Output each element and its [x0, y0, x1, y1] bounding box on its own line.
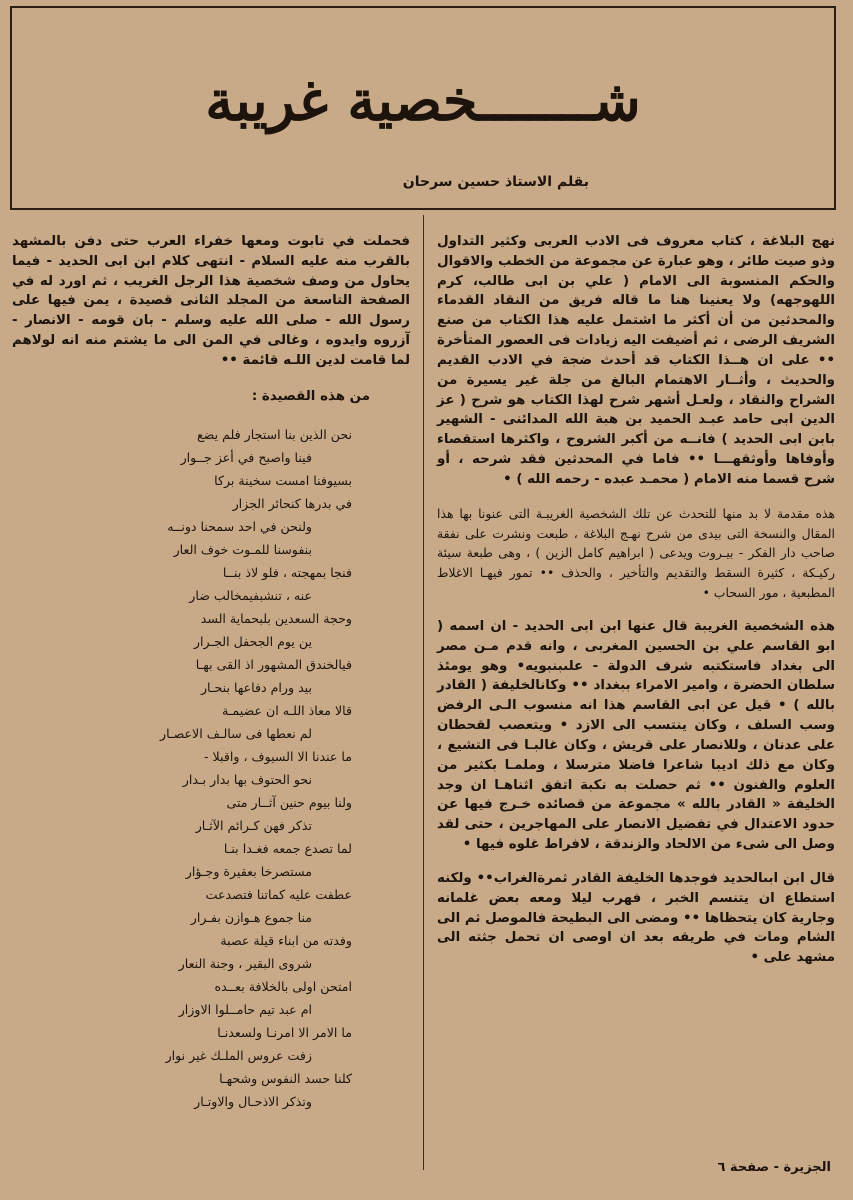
verse-line: لما تصدع جمعه فغـدا بنـا: [223, 840, 352, 856]
verse-line: تذكر فهن كـرائم الآثـار: [195, 817, 312, 833]
verse-line: وتذكر الاذحـال والاوتـار: [194, 1093, 312, 1109]
verse-line: قالا معاذ اللـه ان عضيمـة: [222, 702, 352, 718]
verse-line: منا جموع هـوازن بفـرار: [190, 909, 312, 925]
verse-line: فنجا بمهجته ، فلو لاذ بنــا: [222, 564, 352, 580]
verse-line: فينا واصبح في أعز جــوار: [180, 449, 312, 465]
verse-line: زفت عروس الملـك غير نوار: [165, 1047, 312, 1063]
verse-line: ولنحن في احد سمحنا دونــه: [167, 518, 312, 534]
verse-line: ام عبد تيم حامــلوا الاوزار: [178, 1001, 312, 1017]
verse-line: ولنا بيوم حنين آثــار متى: [226, 794, 352, 810]
paragraph-burial: فحملت في تابوت ومعها خفراء العرب حتى دفن بالمشهد بالقرب منه عليه السلام - انتهى كلام ابن ابى الحديد - فيما يحاول من وصف شخصية هذا الرجل الغريب ، ثم اورد له في الصفحة التاسعة من المجلد الثانى قصيدة ، يمن فيها على رسول الله - صلى الله عليه وسلم - بان قومه - الانصار - آزروه وايدوه ، وغالى في المن الى ما يشتم منه انه لولاهم لما قامت لدين اللـه قائمة ••: [12, 234, 410, 368]
verse-line: بيد ورام دفاعها بنحـار: [200, 679, 312, 695]
verse-line: شروى البقير ، وجنة النعار: [178, 955, 312, 971]
author-byline: بقلم الاستاذ حسين سرحان: [402, 174, 589, 190]
verse-line: وحجة السعدين بلبحماية السد: [200, 610, 352, 626]
paragraph-intro: نهج البلاغة ، كتاب معروف فى الادب العربى وكثير التداول وذو صيت طائر ، وهو عبارة عن مجموعة من الخطب والاقوال والحكم المنسوبة الى الامام ( علي بن ابى طالب، كرم اللهوجهه) ولا يعنينا هنا ما قاله فريق من النقاد القدماء والمحدثين من أن أكثر ما اشتمل عليه هذا الكتاب من صنع الشريف الرضى ، ثم أضيفت اليه زيادات فى العصور المتأخرة •• على ان هــذا الكتاب قد أحدث ضجة في الادب القديم والحديث ، وأثــار الاهتمام البالغ من جلة غير يسيرة من الشراح والنقاد ، ولعـل أشهر شرح لهذا الكتاب هو شرح ( عز الدين ابى حامد عبـد الحميد بن هبة الله المدائنى - الشهير بابن ابى الحديد ) فانــه من أكبر الشروح ، واكثرها استقصاء وأوفاها وأوثقهـــا •• فاما في المحدثين فقد شرحه ، أو شرح قسما منه الامام ( محمـد عبده - رحمه الله ) •: [437, 234, 835, 487]
verse-line: ين يوم الجحفل الجـرار: [193, 633, 312, 649]
verse-line: نحن الذين بنا استجار فلم يضع: [196, 426, 352, 442]
article-title: شـــــــخصية غريبة: [205, 68, 641, 134]
verse-line: كلنا حسد النفوس وشحهـا: [219, 1070, 352, 1086]
verse-line: وفدته من ابناء قيلة عصبة: [220, 932, 352, 948]
right-column: [437, 232, 835, 982]
verse-line: ما عندنا الا السيوف ، واقبلا -: [203, 748, 352, 764]
verse-line: بنفوسنا للمـوت خوف العار: [173, 541, 312, 557]
paragraph-flight: قال ابن ابىالحديد فوجدها الخليفة القادر ثمرةالغراب•• ولكنه استطاع ان يتنسم الخبر ، فهرب ليلا ومعه بعض غلمانه وجارية كان يتحظاها •• ومضى الى البطيحة فالموصل ثم الى الشام ومات في طريقه بعد ان اوصى ان تحمل جثته الى مشهد على •: [437, 870, 835, 966]
verse-line: عنه ، تنشبفيمخالب ضار: [189, 587, 312, 603]
paragraph-preface: هذه مقدمة لا بد منها للتحدث عن تلك الشخصية الغريبـة التى عنونا بها هذا المقال والنسخة التى بيدى من شرح نهـج البلاغة ، طبعت ونشرت على نفقة صاحب دار الفكر - بيـروت ويدعى ( ابراهيم كامل الزين ) ، وهى طبعة سيئة ركيـكة ، كثيرة السقط والتقديم والتأخير ، والحذف •• تمور فيهـا الاغلاط المطبعية ، مور السحاب •: [437, 505, 835, 601]
poem-heading: من هذه القصيدة :: [251, 388, 370, 404]
verse-line: مستصرخا بعقيرة وجـؤار: [185, 863, 312, 879]
verse-line: نحو الحتوف بها بدار بـدار: [182, 771, 312, 787]
verse-line: ما الامر الا امرنـا ولسعدنـا: [217, 1024, 352, 1040]
poem-verses: [22, 423, 352, 1113]
title-frame: [10, 6, 836, 210]
verse-line: فيالخندق المشهور اذ القى بهـا: [195, 656, 352, 672]
column-divider: [423, 215, 424, 1170]
page-footer: الجزيرة - صفحة ٦: [717, 1160, 831, 1175]
paragraph-biography: هذه الشخصية الغريبة قال عنها ابن ابى الحديد - ان اسمه ( ابو القاسم علي بن الحسين المغربى ، وانه قدم مـن مصر الى بغداد فاستكتبه شرف الدولة - علىبنبويه• وهو يومئذ سلطان الحضرة ، وامير الامراء ببغداد •• وكانالخليفة ( القادر بالله ) • قيل عن ابى القاسم هذا انه منسوب الـى الرفض وسب السلف ، وكان ينتسب الى الازد • ويتعصب لقحطان على عدنان ، وللانصار على قريش ، وكان غالبـا فى التشيع ، وكان مع ذلك اديبا شاعرا فاضلا مترسلا ، وملمـا بكثير من العلوم والفنون •• ثم حصلت به نكبة اتفق اثناهـا ان وجد الخليفة « القادر بالله » مجموعة من قصائده خـرج فيها عن حدود الاعتدال في تفضيل الانصار على المهاجرين ، حتى لقد وصل الى شىء من الالحاد والزندقة ، لافراط غلوه فيها •: [437, 618, 835, 853]
verse-line: عطفت عليه كماتنا فتصدعت: [205, 886, 352, 902]
verse-line: بسيوفنا امست سخينة بركا: [214, 472, 352, 488]
verse-line: لم نعطها فى سالـف الاعصـار: [160, 725, 312, 741]
left-column: [12, 232, 410, 1113]
verse-line: امتحن اولى بالخلافة بعــده: [214, 978, 352, 994]
verse-line: في بدرها كنحائر الجزار: [232, 495, 352, 511]
